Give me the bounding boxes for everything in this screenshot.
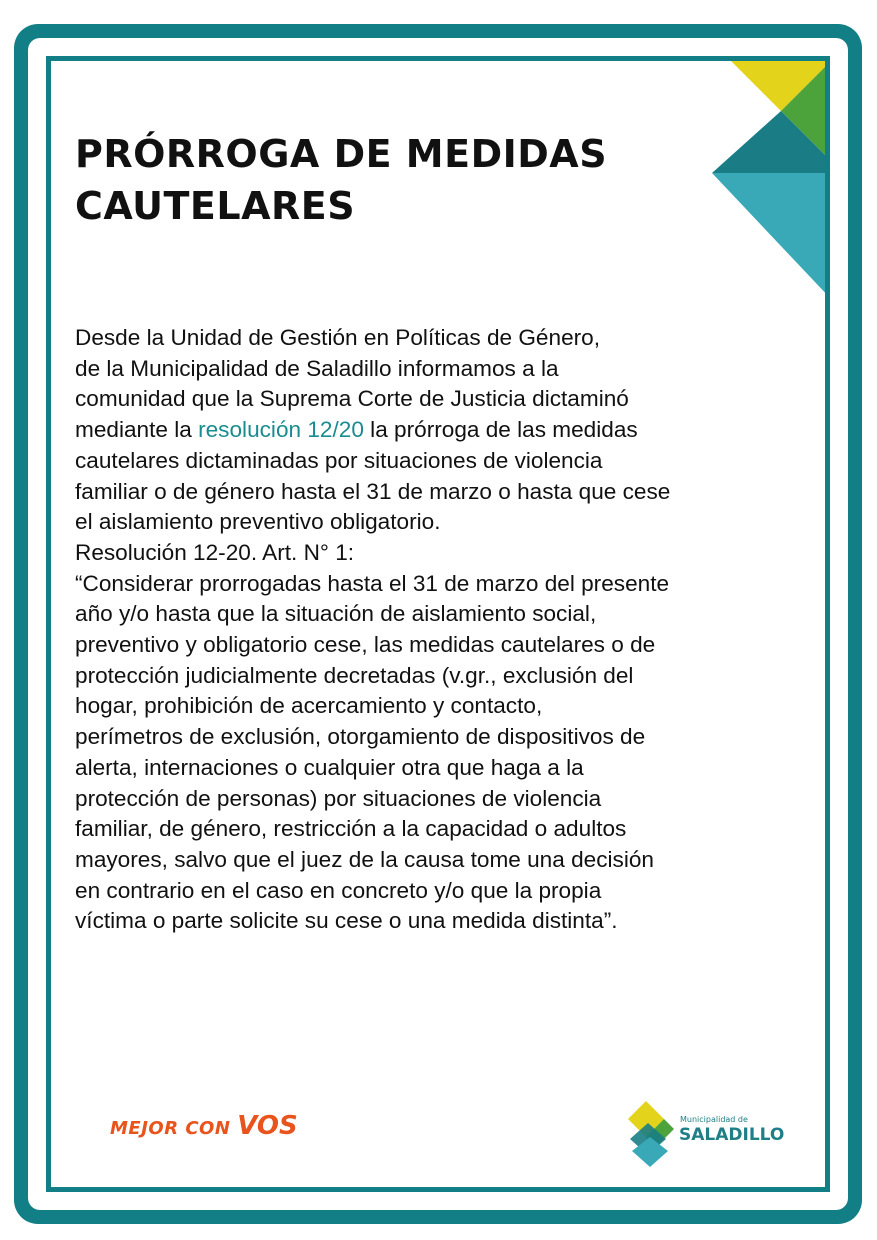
- body-line: cautelares dictaminadas por situaciones de violencia: [75, 447, 603, 473]
- quote-line: preventivo y obligatorio cese, las medidas cautelares o de: [75, 632, 656, 658]
- quote-line: año y/o hasta que la situación de aislamiento social,: [75, 601, 597, 627]
- quote-line: protección judicialmente decretadas (v.gr., exclusión del: [75, 662, 634, 688]
- white-margin: [28, 38, 848, 1210]
- quote-line: víctima o parte solicite su cese o una medida distinta”.: [75, 908, 618, 934]
- body-line: de la Municipalidad de Saladillo informamos a la: [75, 355, 559, 381]
- page-title: PRÓRROGA DE MEDIDAS CAUTELARES: [75, 132, 608, 228]
- body-line-suffix: la prórroga de las medidas: [363, 417, 638, 443]
- body-line: el aislamiento preventivo obligatorio.: [75, 509, 441, 535]
- body-line: familiar o de género hasta el 31 de marzo o hasta que cese: [75, 478, 671, 504]
- quote-line: “Considerar prorrogadas hasta el 31 de marzo del presente: [75, 570, 670, 596]
- slogan-emphasis: VOS: [237, 1111, 298, 1141]
- slogan: [110, 1111, 298, 1141]
- corner-light-teal-triangle: [712, 173, 830, 299]
- logo-subtitle: Municipalidad de: [680, 1115, 748, 1124]
- slogan-prefix: MEJOR CON: [110, 1118, 238, 1139]
- body-line: comunidad que la Suprema Corte de Justicia dictaminó: [75, 386, 629, 412]
- quote-line: protección de personas) por situaciones de violencia: [75, 785, 602, 811]
- body-text: [75, 323, 815, 937]
- body-line-prefix: mediante la: [75, 417, 199, 443]
- quote-line: mayores, salvo que el juez de la causa tome una decisión: [75, 846, 654, 872]
- body-line: Desde la Unidad de Gestión en Políticas de Género,: [75, 325, 600, 350]
- content-panel: [46, 56, 830, 1192]
- quote-line: hogar, prohibición de acercamiento y contacto,: [75, 693, 543, 719]
- resolution-link[interactable]: resolución 12/20: [198, 417, 364, 443]
- saladillo-logo-icon: [628, 1101, 678, 1171]
- resolution-heading: Resolución 12-20. Art. N° 1:: [75, 539, 355, 565]
- outer-frame: [14, 24, 862, 1224]
- quote-line: en contrario en el caso en concreto y/o que la propia: [75, 877, 602, 903]
- saladillo-logo: [628, 1101, 788, 1171]
- quote-line: familiar, de género, restricción a la capacidad o adultos: [75, 816, 627, 842]
- logo-name: SALADILLO: [679, 1125, 785, 1145]
- quote-line: alerta, internaciones o cualquier otra que haga a la: [75, 754, 584, 780]
- body-line: [75, 415, 815, 446]
- quote-line: perímetros de exclusión, otorgamiento de dispositivos de: [75, 724, 646, 750]
